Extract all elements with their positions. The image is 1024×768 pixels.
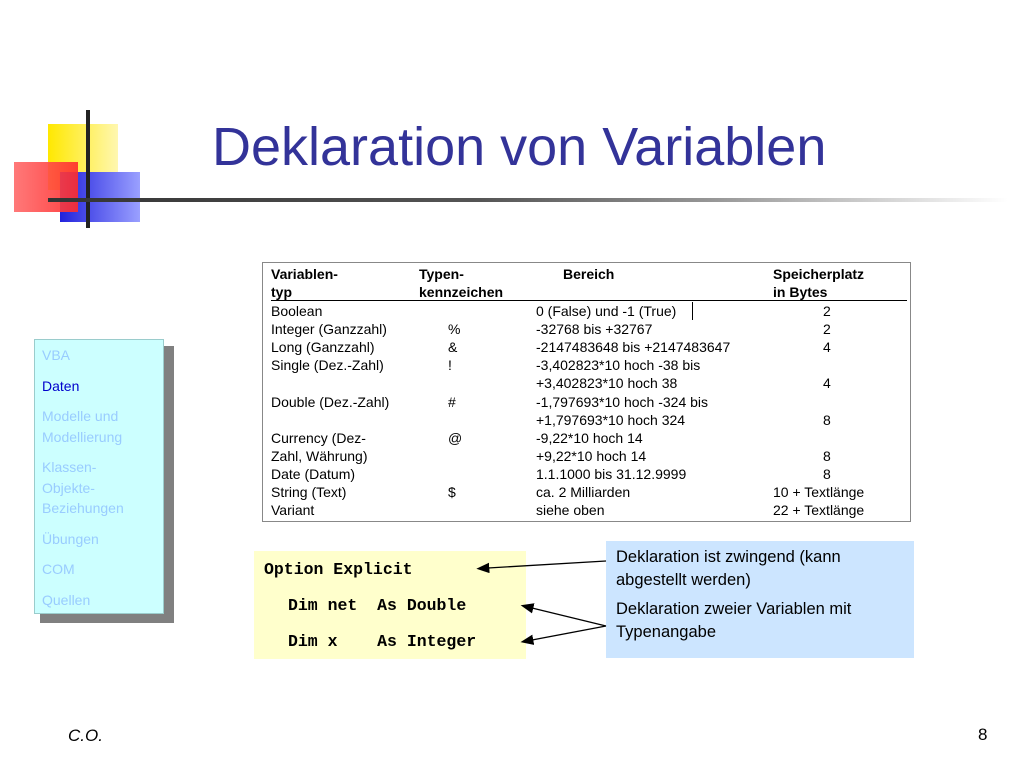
cell-range: -32768 bis +32767 [536, 321, 653, 338]
nav-item-daten[interactable]: Daten [42, 377, 80, 394]
cell-type: Integer (Ganzzahl) [271, 321, 387, 338]
cell-range: +1,797693*10 hoch 324 [536, 411, 686, 428]
explanation-box [606, 541, 914, 658]
header-size: Speicherplatz [773, 266, 865, 282]
nav-item-vba[interactable]: VBA [42, 347, 71, 363]
cell-size: 4 [823, 375, 831, 392]
cell-range: -3,402823*10 hoch -38 bis [536, 357, 701, 374]
title-underline [48, 198, 1008, 202]
cell-type: Long (Ganzzahl) [271, 339, 375, 356]
cell-size: 8 [823, 447, 831, 464]
cell-size: 4 [823, 339, 831, 356]
cell-range: 0 (False) und -1 (True) [536, 303, 677, 319]
nav-item-uebungen[interactable]: Übungen [42, 530, 99, 547]
header-type-2: typ [271, 284, 292, 300]
header-rule [271, 300, 907, 301]
code-line-dim-x: Dim x As Integer [288, 632, 477, 651]
note-two-variables: Deklaration zweier Variablen mit Typenangabe [616, 600, 852, 641]
header-sign: Typen- [419, 266, 464, 282]
cell-size: 2 [823, 321, 831, 338]
arrow-to-dim-x [532, 626, 606, 640]
cell-type: Currency (Dez- [271, 429, 366, 446]
page-number: 8 [978, 725, 988, 744]
data-types-table [262, 262, 911, 522]
nav-item-quellen[interactable]: Quellen [42, 591, 91, 608]
code-example [254, 551, 526, 659]
cell-sign: ! [448, 357, 452, 374]
cell-sign: % [448, 321, 461, 338]
cell-sign: $ [448, 484, 456, 500]
cell-range: +9,22*10 hoch 14 [536, 447, 647, 464]
footer-author: C.O. [68, 726, 103, 745]
cell-size: 2 [823, 303, 831, 319]
header-size-2: in Bytes [773, 284, 828, 300]
cell-range: 1.1.1000 bis 31.12.9999 [536, 465, 687, 482]
nav-item-klassen[interactable]: Klassen-Objekte-Beziehungen [42, 459, 124, 516]
nav-item-com[interactable]: COM [42, 561, 75, 577]
cell-type: Boolean [271, 303, 323, 319]
cell-sign: & [448, 339, 458, 356]
slide-title: Deklaration von Variablen [212, 117, 827, 177]
cell-sign: @ [448, 429, 463, 446]
nav-item-modelle[interactable]: Modelle und Modellierung [42, 408, 123, 445]
section-nav [34, 339, 164, 614]
text-cursor [692, 302, 693, 320]
header-range: Bereich [563, 266, 615, 282]
cell-type: Zahl, Währung) [271, 447, 368, 464]
cell-type: Single (Dez.-Zahl) [271, 357, 384, 374]
cell-type: String (Text) [271, 484, 347, 500]
cell-size: 10 + Textlänge [773, 484, 865, 500]
code-line-option-explicit: Option Explicit [264, 560, 413, 579]
header-type: Variablen- [271, 266, 338, 282]
cell-type: Date (Datum) [271, 465, 356, 482]
cell-size: 8 [823, 411, 831, 428]
cell-range: -9,22*10 hoch 14 [536, 429, 643, 446]
note-mandatory-declaration: Deklaration ist zwingend (kann abgestellt werden) [616, 548, 841, 589]
cell-sign: # [448, 393, 456, 410]
cell-type: Variant [271, 502, 315, 519]
code-line-dim-net: Dim net As Double [288, 596, 467, 615]
cell-range: -2147483648 bis +2147483647 [536, 339, 731, 356]
header-sign-2: kennzeichen [419, 284, 504, 300]
arrow-to-dim-net [532, 608, 606, 626]
cell-range: +3,402823*10 hoch 38 [536, 375, 678, 392]
cell-size: 8 [823, 465, 831, 482]
cell-range: ca. 2 Milliarden [536, 484, 631, 500]
cell-size: 22 + Textlänge [773, 502, 865, 519]
cell-type: Double (Dez.-Zahl) [271, 393, 390, 410]
cell-range: siehe oben [536, 502, 605, 519]
cell-range: -1,797693*10 hoch -324 bis [536, 393, 709, 410]
